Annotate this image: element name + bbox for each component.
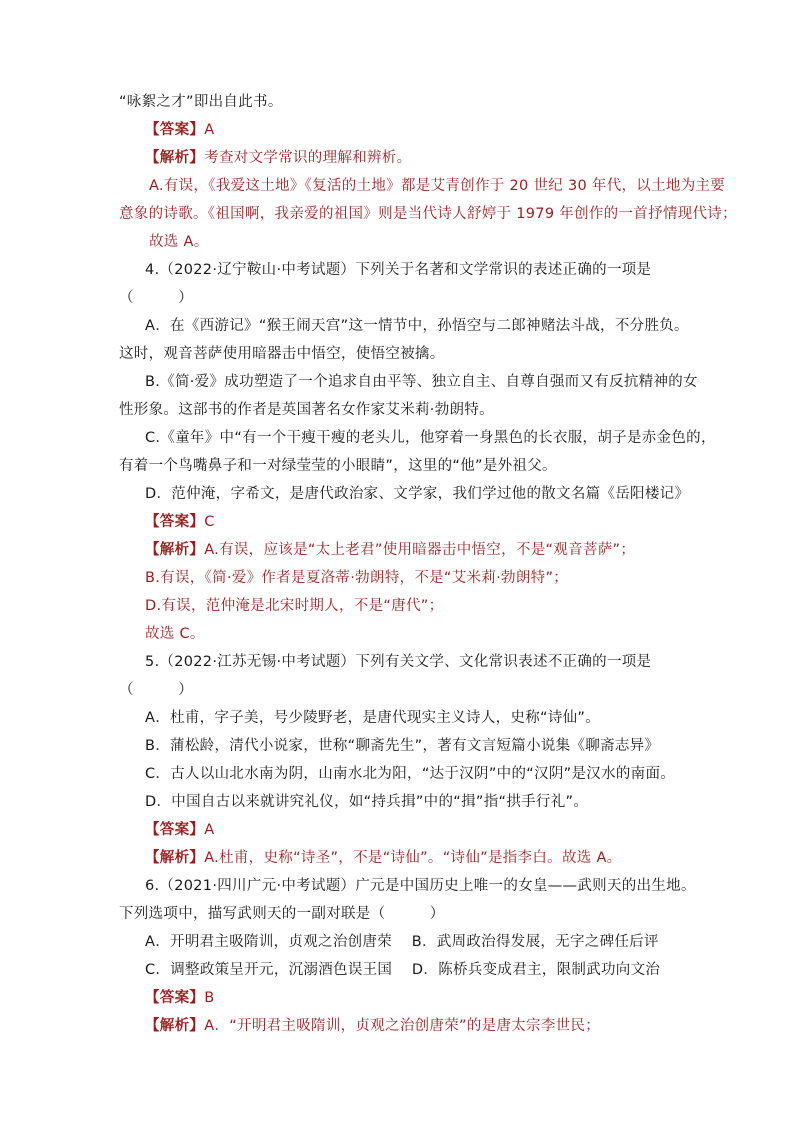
question-4-option-a: A．在《西游记》“猴王闹天宫”这一情节中，孙悟空与二郎神赌法斗战，不分胜负。: [145, 318, 689, 334]
section-tag-text: C: [204, 514, 215, 530]
answer-line: [145, 820, 214, 840]
question-5-blank: （ ）: [119, 682, 193, 698]
analysis-text: D.有误，范仲淹是北宋时期人，不是“唐代”；: [145, 598, 444, 614]
section-tag: 【答案】: [145, 122, 205, 138]
section-tag: 【答案】: [145, 514, 205, 530]
section-tag-text: A: [204, 822, 215, 838]
analysis-line: [145, 1016, 600, 1036]
question-5-option-b: B．蒲松龄，清代小说家，世称“聊斋先生”，著有文言短篇小说集《聊斋志异》: [145, 738, 660, 754]
question-4-option-d: D．范仲淹，字希文，是唐代政治家、文学家，我们学过他的散文名篇《岳阳楼记》: [145, 486, 690, 502]
analysis-line: [145, 848, 621, 868]
question-4-option-b: B.《简·爱》成功塑造了一个追求自由平等、独立自主、自尊自强而又有反抗精神的女: [145, 374, 698, 390]
question-4-option-c: C.《童年》中“有一个干瘦干瘦的老头儿，他穿着一身黑色的长衣服，胡子是赤金色的，: [145, 430, 716, 446]
answer-line: [145, 512, 215, 532]
question-5-option-d: D．中国自古以来就讲究礼仪，如“持兵揖”中的“揖”指“拱手行礼”。: [145, 794, 589, 810]
section-tag: 【解析】: [145, 850, 205, 866]
section-tag-text: A: [204, 122, 215, 138]
question-4-stem: 4.（2022·辽宁鞍山·中考试题）下列关于名著和文学常识的表述正确的一项是: [145, 262, 652, 278]
analysis-text: A.有误，《我爱这土地》《复活的土地》都是艾青创作于 20 世纪 30 年代，以土地为主要: [149, 178, 726, 194]
question-4-option-b-cont: 性形象。这部书的作者是英国著名女作家艾米莉·勃朗特。: [119, 402, 494, 418]
analysis-line: [145, 540, 635, 560]
answer-line: [145, 988, 214, 1008]
question-6-stem-cont: 下列选项中，描写武则天的一副对联是（ ）: [119, 906, 445, 922]
question-5-stem: 5.（2022·江苏无锡·中考试题）下列有关文学、文化常识表述不正确的一项是: [145, 654, 652, 670]
question-6-options-ab: A．开明君主吸隋训，贞观之治创唐荣 B．武周政治得发展，无字之碑任后评: [145, 934, 659, 950]
question-6-stem: 6.（2021·四川广元·中考试题）广元是中国历史上唯一的女皇——武则天的出生地。: [145, 878, 696, 894]
text-line: “咏絮之才”即出自此书。: [119, 94, 283, 110]
analysis-conclusion: 故选 A。: [149, 234, 209, 250]
section-tag-text: 考查对文学常识的理解和辨析。: [204, 150, 412, 166]
question-5-option-c: C．古人以山北水南为阴，山南水北为阳，“达于汉阴”中的“汉阴”是汉水的南面。: [145, 766, 676, 782]
analysis-conclusion: 故选 C。: [145, 626, 205, 642]
question-4-option-a-cont: 这时，观音菩萨使用暗器击中悟空，使悟空被擒。: [119, 346, 445, 362]
section-tag: 【解析】: [145, 542, 205, 558]
section-tag: 【答案】: [145, 822, 205, 838]
analysis-text: B.有误，《简·爱》作者是夏洛蒂·勃朗特，不是“艾米莉·勃朗特”；: [145, 570, 569, 586]
section-tag-text: A．“开明君主吸隋训，贞观之治创唐荣”的是唐太宗李世民；: [204, 1018, 601, 1034]
analysis-text: 意象的诗歌。《祖国啊，我亲爱的祖国》则是当代诗人舒婷于 1979 年创作的一首抒情现代诗；: [119, 206, 737, 222]
question-4-option-c-cont: 有着一个鸟嘴鼻子和一对绿莹莹的小眼睛”，这里的“他”是外祖父。: [119, 458, 557, 474]
question-4-blank: （ ）: [119, 290, 193, 306]
section-tag: 【解析】: [145, 150, 205, 166]
question-6-options-cd: C．调整政策呈开元，沉溺酒色误王国 D．陈桥兵变成君主，限制武功向文治: [145, 962, 661, 978]
section-tag: 【解析】: [145, 1018, 205, 1034]
section-tag: 【答案】: [145, 990, 205, 1006]
question-5-option-a: A．杜甫，字子美，号少陵野老，是唐代现实主义诗人，史称“诗仙”。: [145, 710, 601, 726]
answer-line: [145, 120, 214, 140]
section-tag-text: B: [204, 990, 215, 1006]
section-tag-text: A.有误，应该是“太上老君”使用暗器击中悟空，不是“观音菩萨”；: [204, 542, 636, 558]
section-tag-text: A.杜甫，史称“诗圣”，不是“诗仙”。“诗仙”是指李白。故选 A。: [204, 850, 622, 866]
analysis-line: [145, 148, 411, 168]
